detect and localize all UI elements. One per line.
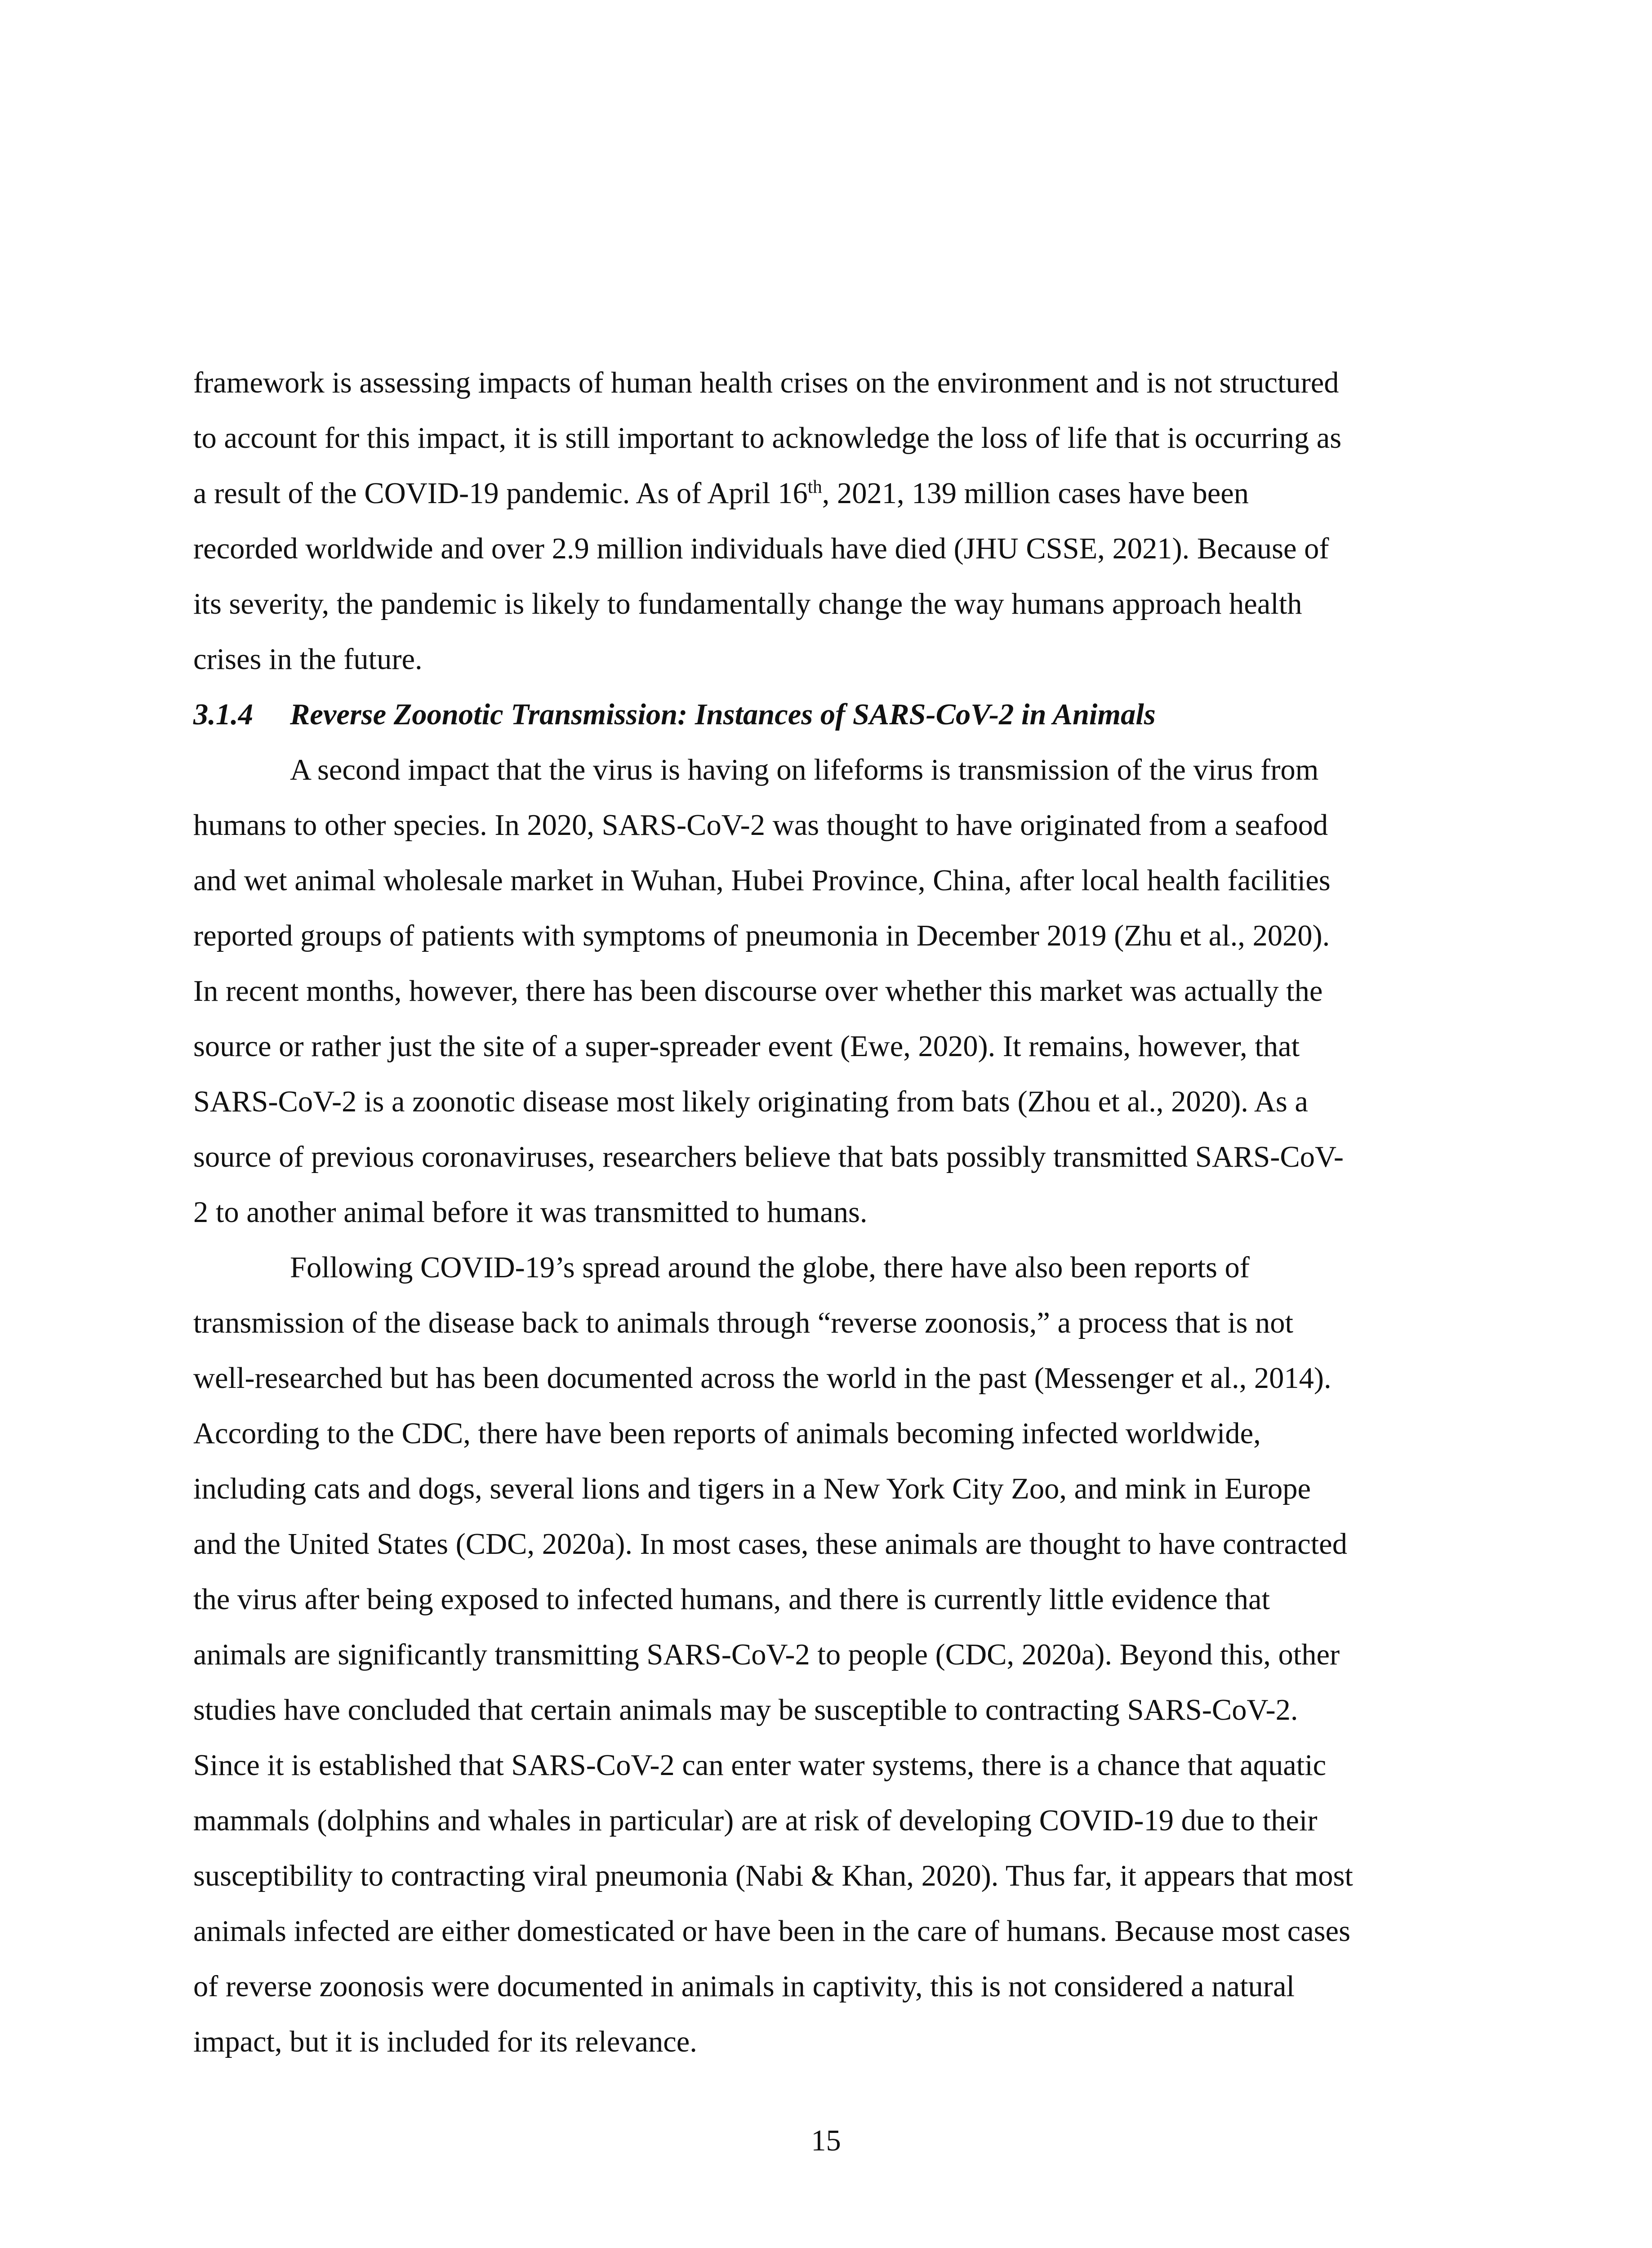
paragraph-1-line: crises in the future. xyxy=(193,643,423,676)
paragraph-1-line xyxy=(193,466,1459,521)
paragraph-3-line: of reverse zoonosis were documented in animals in captivity, this is not considered a natural xyxy=(193,1970,1295,2003)
paragraph-3-line: the virus after being exposed to infected humans, and there is currently little evidence that xyxy=(193,1583,1270,1616)
paragraph-3-line: animals infected are either domesticated or have been in the care of humans. Because most cases xyxy=(193,1915,1350,1948)
paragraph-1-line: its severity, the pandemic is likely to fundamentally change the way humans approach health xyxy=(193,588,1302,620)
paragraph-3-line: susceptibility to contracting viral pneumonia (Nabi & Khan, 2020). Thus far, it appears that most xyxy=(193,1860,1353,1892)
date-text: a result of the COVID-19 pandemic. As of April 16 xyxy=(193,477,808,510)
paragraph-3-line: well-researched but has been documented across the world in the past (Messenger et al., 2014). xyxy=(193,1362,1331,1395)
paragraph-3-line: including cats and dogs, several lions and tigers in a New York City Zoo, and mink in Europe xyxy=(193,1472,1311,1505)
paragraph-3-line: studies have concluded that certain animals may be susceptible to contracting SARS-CoV-2. xyxy=(193,1694,1298,1726)
paragraph-3-line: Since it is established that SARS-CoV-2 can enter water systems, there is a chance that aquatic xyxy=(193,1749,1327,1782)
section-title: Reverse Zoonotic Transmission: Instances of SARS-CoV-2 in Animals xyxy=(290,698,1156,731)
paragraph-3-line: Following COVID-19’s spread around the globe, there have also been reports of xyxy=(290,1251,1250,1284)
paragraph-1-line: recorded worldwide and over 2.9 million individuals have died (JHU CSSE, 2021). Because of xyxy=(193,532,1329,565)
paragraph-2-line: humans to other species. In 2020, SARS-CoV-2 was thought to have originated from a seafood xyxy=(193,809,1328,842)
paragraph-2-line: SARS-CoV-2 is a zoonotic disease most likely originating from bats (Zhou et al., 2020). As a xyxy=(193,1085,1308,1118)
paragraph-1-line: to account for this impact, it is still important to acknowledge the loss of life that is occurring as xyxy=(193,422,1342,455)
paragraph-2-line: reported groups of patients with symptoms of pneumonia in December 2019 (Zhu et al., 2020). xyxy=(193,919,1330,952)
paragraph-3-line: and the United States (CDC, 2020a). In most cases, these animals are thought to have contracted xyxy=(193,1528,1347,1561)
paragraph-3-line: transmission of the disease back to animals through “reverse zoonosis,” a process that is not xyxy=(193,1307,1293,1339)
section-heading xyxy=(193,687,1459,742)
section-number: 3.1.4 xyxy=(193,698,253,731)
paragraph-3-line: mammals (dolphins and whales in particular) are at risk of developing COVID-19 due to their xyxy=(193,1804,1318,1837)
paragraph-3-line: animals are significantly transmitting SARS-CoV-2 to people (CDC, 2020a). Beyond this, other xyxy=(193,1638,1340,1671)
paragraph-2-line: source or rather just the site of a super-spreader event (Ewe, 2020). It remains, however, that xyxy=(193,1030,1300,1063)
page-number: 15 xyxy=(811,2124,841,2157)
paragraph-1-line: framework is assessing impacts of human health crises on the environment and is not structured xyxy=(193,366,1339,399)
paragraph-2-line: and wet animal wholesale market in Wuhan, Hubei Province, China, after local health facilities xyxy=(193,864,1331,897)
body-text xyxy=(193,355,1459,2070)
cases-text: , 2021, 139 million cases have been xyxy=(822,477,1249,510)
ordinal-superscript: th xyxy=(807,476,822,497)
paragraph-2-line: source of previous coronaviruses, researchers believe that bats possibly transmitted SARS-CoV- xyxy=(193,1141,1344,1173)
paragraph-3-line: impact, but it is included for its relevance. xyxy=(193,2025,697,2058)
paragraph-2-line: In recent months, however, there has been discourse over whether this market was actually the xyxy=(193,975,1323,1008)
paragraph-2-line: 2 to another animal before it was transmitted to humans. xyxy=(193,1196,868,1229)
paragraph-2-line: A second impact that the virus is having on lifeforms is transmission of the virus from xyxy=(290,754,1319,786)
paragraph-3-line: According to the CDC, there have been reports of animals becoming infected worldwide, xyxy=(193,1417,1261,1450)
